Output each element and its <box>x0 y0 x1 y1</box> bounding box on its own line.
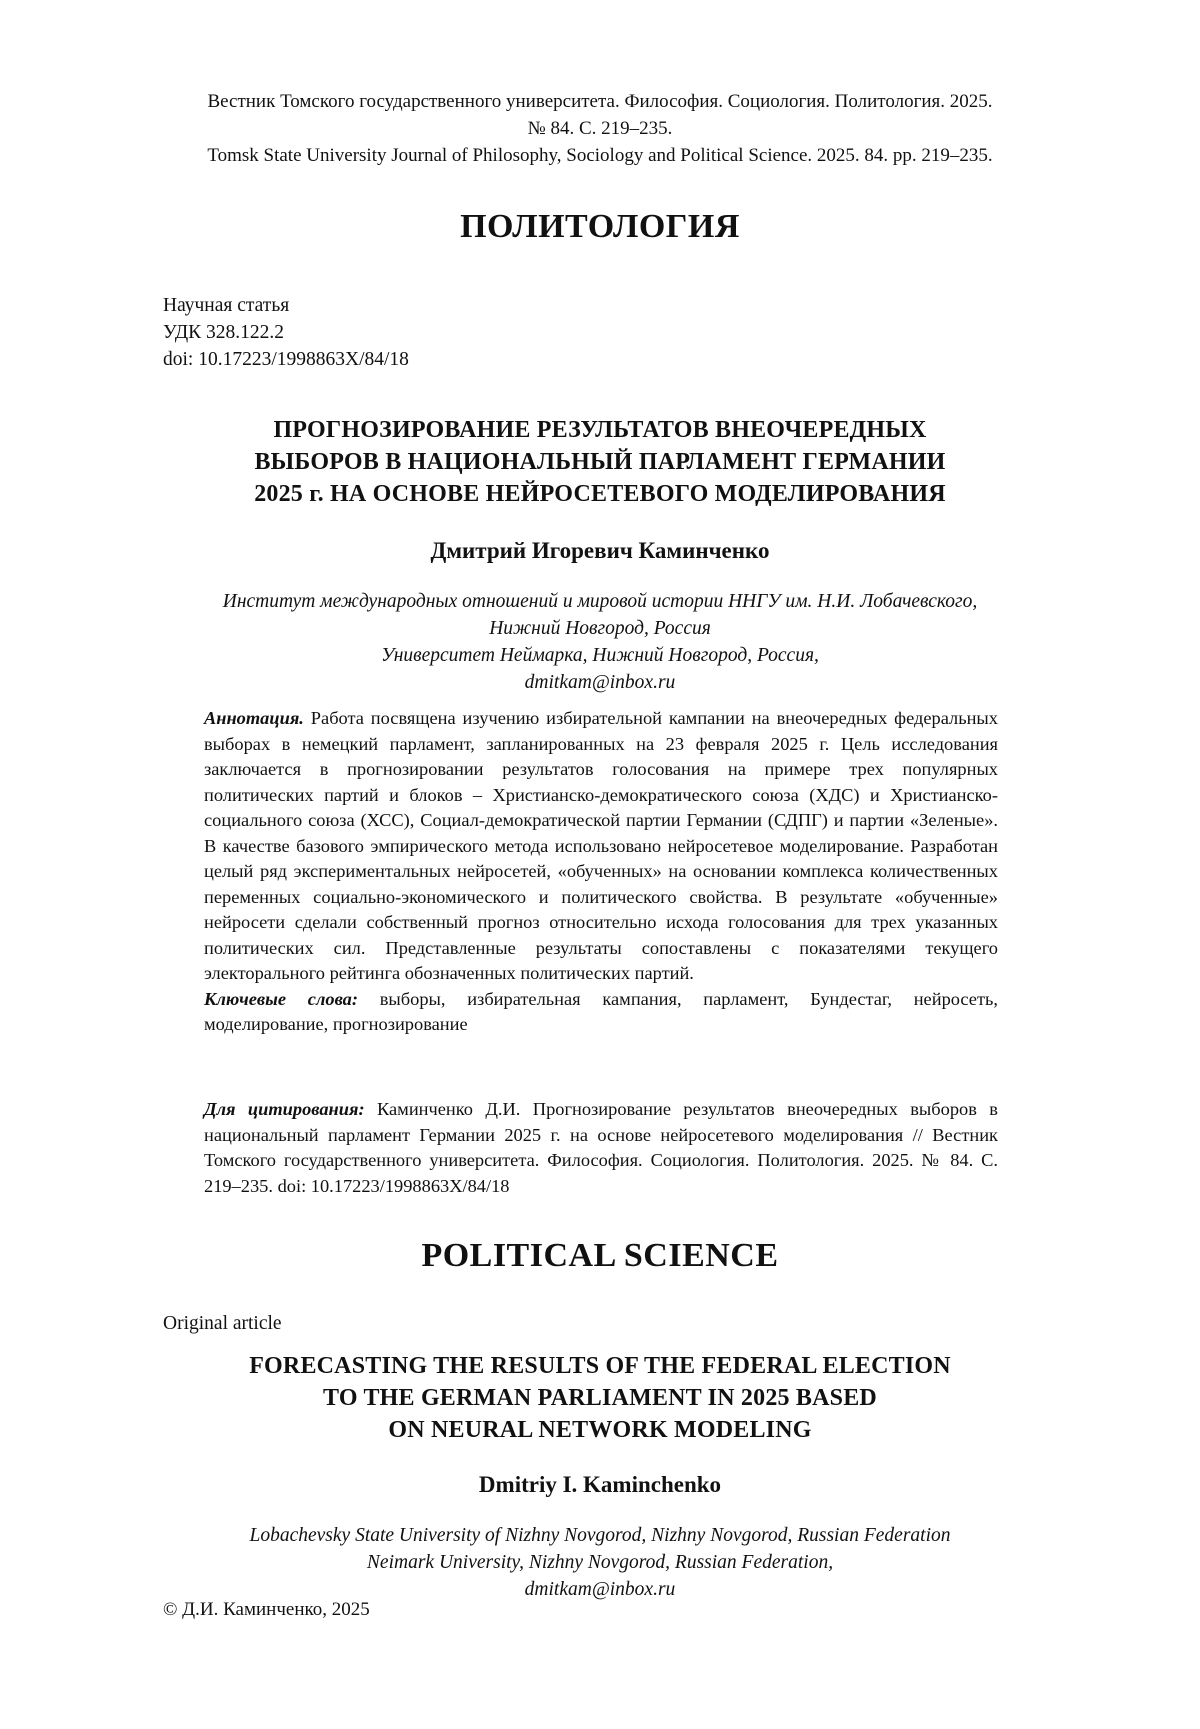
article-meta-ru <box>163 292 409 373</box>
section-title-ru: ПОЛИТОЛОГИЯ <box>460 208 740 245</box>
citation-block <box>204 1097 998 1199</box>
keywords <box>204 987 998 1038</box>
abstract-label: Аннотация. <box>204 708 304 728</box>
title-ru-line3: 2025 г. НА ОСНОВЕ НЕЙРОСЕТЕВОГО МОДЕЛИРОВАНИЯ <box>254 481 946 507</box>
section-title-en: POLITICAL SCIENCE <box>421 1237 779 1274</box>
keywords-label: Ключевые слова: <box>204 988 358 1009</box>
abstract <box>204 706 998 987</box>
abstract-block <box>204 706 998 1038</box>
udc: УДК 328.122.2 <box>163 322 285 343</box>
affil-ru-line3: Университет Неймарка, Нижний Новгород, Россия, <box>381 645 819 666</box>
article-title-ru <box>150 414 1050 510</box>
citation-label: Для цитирования: <box>204 1099 365 1119</box>
journal-ru-line1: Вестник Томского государственного университета. Философия. Социология. Политология. 2025. <box>207 91 993 112</box>
title-ru-line2: ВЫБОРОВ В НАЦИОНАЛЬНЫЙ ПАРЛАМЕНТ ГЕРМАНИИ <box>254 449 946 475</box>
keywords-text: выборы, избирательная кампания, парламент, Бундестаг, нейросеть, моделирование, прогнозирование <box>204 988 998 1034</box>
abstract-text: Работа посвящена изучению избирательной кампании на внеочередных федеральных выборах в немецкий парламент, запланированных на 23 февраля 2025 г. Цель исследования заключается в прогнозировании результатов голосования на примере трех популярных политических партий и блоков – Христианско-демократического союза (ХДС) и Христианско-социального союза (ХСС), Социал-демократической партии Германии (СДПГ) и партии «Зеленые». В качестве базового эмпирического метода использовано нейросетевое моделирование. Разработан целый ряд экспериментальных нейросетей, «обученных» на основании комплекса количественных переменных социально-экономического и политического свойства. В результате «обученные» нейросети сделали собственный прогноз относительно исхода голосования для трех указанных политических сил. Представленные результаты сопоставлены с показателями текущего электорального рейтинга обозначенных политических партий. <box>204 708 998 983</box>
citation <box>204 1097 998 1199</box>
affiliation-ru <box>100 588 1100 696</box>
author-ru: Дмитрий Игоревич Каминченко <box>430 538 770 563</box>
title-en-line1: FORECASTING THE RESULTS OF THE FEDERAL ELECTION <box>249 1353 951 1379</box>
email-en[interactable]: dmitkam@inbox.ru <box>524 1579 676 1600</box>
affiliation-en <box>100 1522 1100 1603</box>
affil-ru-line2: Нижний Новгород, Россия <box>489 618 711 639</box>
copyright: © Д.И. Каминченко, 2025 <box>163 1599 370 1620</box>
journal-ru-line2: № 84. С. 219–235. <box>527 118 673 139</box>
affil-en-line1: Lobachevsky State University of Nizhny Novgorod, Nizhny Novgorod, Russian Federation <box>249 1525 951 1546</box>
affil-ru-line1: Институт международных отношений и мировой истории ННГУ им. Н.И. Лобачевского, <box>222 591 978 612</box>
title-en-line2: TO THE GERMAN PARLIAMENT IN 2025 BASED <box>323 1385 877 1411</box>
article-type-ru: Научная статья <box>163 295 290 316</box>
affil-en-line2: Neimark University, Nizhny Novgorod, Russian Federation, <box>366 1552 834 1573</box>
email-ru[interactable]: dmitkam@inbox.ru <box>524 672 676 693</box>
citation-text: Каминченко Д.И. Прогнозирование результатов внеочередных выборов в национальный парламент Германии 2025 г. на основе нейросетевого моделирования // Вестник Томского государственного университета. Философия. Социология. Политология. 2025. № 84. С. 219–235. doi: 10.17223/1998863X/84/18 <box>204 1099 998 1196</box>
article-type-en: Original article <box>163 1313 282 1334</box>
article-title-en <box>150 1350 1050 1446</box>
journal-header <box>120 88 1080 169</box>
doi: doi: 10.17223/1998863X/84/18 <box>163 349 409 370</box>
title-en-line3: ON NEURAL NETWORK MODELING <box>388 1417 812 1443</box>
title-ru-line1: ПРОГНОЗИРОВАНИЕ РЕЗУЛЬТАТОВ ВНЕОЧЕРЕДНЫХ <box>273 417 927 443</box>
journal-en: Tomsk State University Journal of Philosophy, Sociology and Political Science. 2025. 84. pp. 219–235. <box>207 145 993 166</box>
author-en: Dmitriy I. Kaminchenko <box>478 1472 722 1497</box>
